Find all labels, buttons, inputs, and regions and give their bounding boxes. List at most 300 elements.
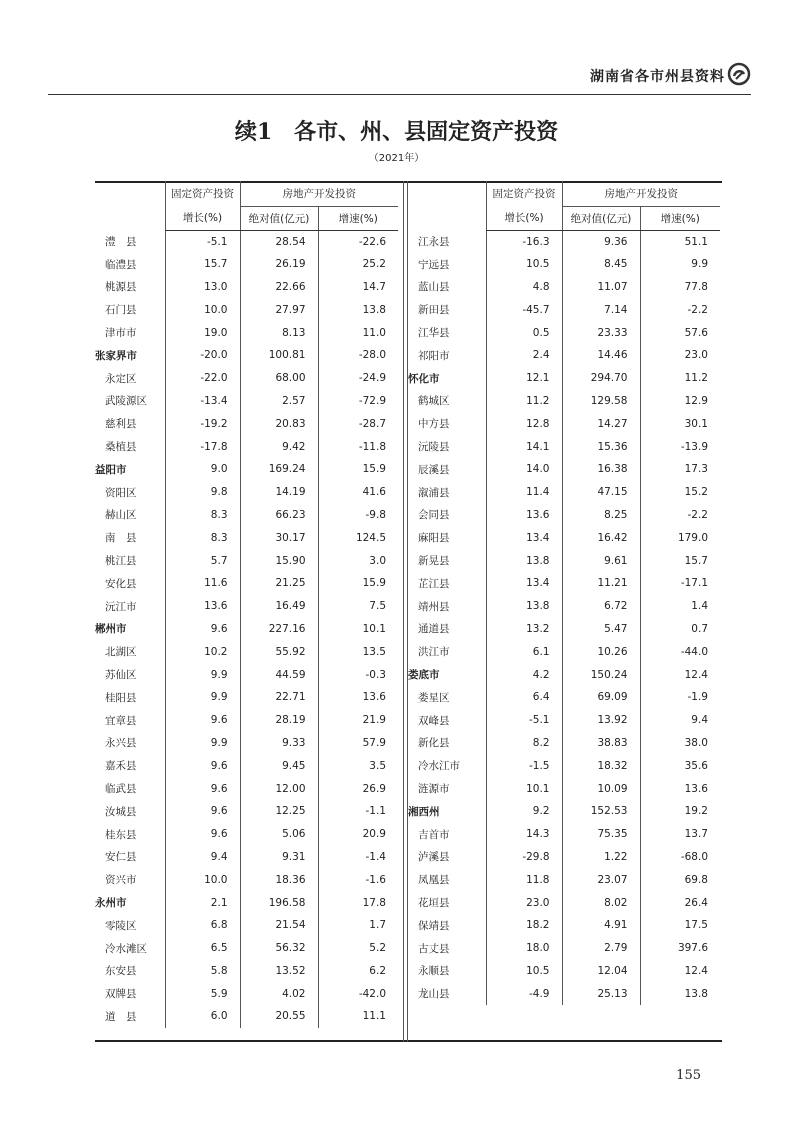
real-estate-speed: 5.2 — [318, 937, 398, 960]
table-row — [408, 709, 720, 732]
investment-growth: 11.6 — [165, 572, 240, 595]
investment-growth: 4.2 — [486, 663, 562, 686]
real-estate-speed: 13.8 — [640, 982, 720, 1005]
region-name: 溆浦县 — [418, 486, 450, 499]
investment-growth: 11.8 — [486, 868, 562, 891]
investment-growth: -16.3 — [486, 230, 562, 253]
real-estate-value: 13.52 — [240, 960, 318, 983]
investment-growth: 5.8 — [165, 960, 240, 983]
region-name: 桂东县 — [105, 828, 137, 841]
real-estate-value: 23.07 — [562, 868, 640, 891]
real-estate-speed: 124.5 — [318, 526, 398, 549]
table-row — [408, 412, 720, 435]
investment-growth: 9.2 — [486, 800, 562, 823]
table-row — [408, 868, 720, 891]
real-estate-value: 75.35 — [562, 823, 640, 846]
table-bottom-rule — [95, 1040, 722, 1042]
column-header-speed: 增速(%) — [640, 206, 720, 230]
investment-growth: 11.2 — [486, 390, 562, 413]
real-estate-speed: 17.3 — [640, 458, 720, 481]
region-name: 新晃县 — [418, 555, 450, 568]
investment-growth: 13.0 — [165, 276, 240, 299]
real-estate-speed: 26.4 — [640, 891, 720, 914]
region-name: 桑植县 — [105, 441, 137, 454]
real-estate-speed: -2.2 — [640, 298, 720, 321]
real-estate-speed: 11.0 — [318, 321, 398, 344]
region-name: 会同县 — [418, 509, 450, 522]
real-estate-value: 8.45 — [562, 253, 640, 276]
real-estate-value: 2.79 — [562, 937, 640, 960]
investment-growth: -19.2 — [165, 412, 240, 435]
region-name: 永顺县 — [418, 965, 450, 978]
real-estate-speed: 3.5 — [318, 754, 398, 777]
real-estate-speed: 23.0 — [640, 344, 720, 367]
investment-growth: 6.8 — [165, 914, 240, 937]
real-estate-speed: -13.9 — [640, 435, 720, 458]
investment-growth: 10.5 — [486, 960, 562, 983]
region-name: 临澧县 — [105, 258, 137, 271]
real-estate-value: 227.16 — [240, 618, 318, 641]
region-name: 武陵源区 — [105, 395, 147, 408]
real-estate-value: 14.27 — [562, 412, 640, 435]
region-name: 湘西州 — [408, 805, 440, 818]
real-estate-speed: 20.9 — [318, 823, 398, 846]
table-row — [408, 595, 720, 618]
real-estate-value: 38.83 — [562, 732, 640, 755]
real-estate-speed: 15.9 — [318, 458, 398, 481]
region-name: 永定区 — [105, 372, 137, 385]
real-estate-speed: 69.8 — [640, 868, 720, 891]
real-estate-speed: -28.7 — [318, 412, 398, 435]
investment-growth: 19.0 — [165, 321, 240, 344]
real-estate-value: 9.61 — [562, 549, 640, 572]
real-estate-speed: 6.2 — [318, 960, 398, 983]
investment-growth: 2.1 — [165, 891, 240, 914]
real-estate-speed: -2.2 — [640, 504, 720, 527]
table-row — [95, 526, 398, 549]
region-name: 北湖区 — [105, 646, 137, 659]
real-estate-value: 30.17 — [240, 526, 318, 549]
table-row — [408, 754, 720, 777]
table-body-left — [95, 230, 398, 1028]
real-estate-value: 9.45 — [240, 754, 318, 777]
table-row — [408, 298, 720, 321]
region-name: 石门县 — [105, 304, 137, 317]
region-name: 涟源市 — [418, 783, 450, 796]
real-estate-speed: -72.9 — [318, 390, 398, 413]
region-name: 宁远县 — [418, 258, 450, 271]
header-row-group — [95, 181, 398, 206]
real-estate-value: 4.91 — [562, 914, 640, 937]
investment-growth: 9.9 — [165, 732, 240, 755]
real-estate-value: 55.92 — [240, 640, 318, 663]
investment-growth: 5.9 — [165, 982, 240, 1005]
real-estate-value: 27.97 — [240, 298, 318, 321]
table-row — [95, 777, 398, 800]
table-row — [408, 686, 720, 709]
investment-growth: 9.0 — [165, 458, 240, 481]
table-row — [408, 823, 720, 846]
investment-growth: 9.6 — [165, 823, 240, 846]
investment-growth: 10.2 — [165, 640, 240, 663]
table-row — [408, 526, 720, 549]
table-row — [95, 298, 398, 321]
table-row — [95, 230, 398, 253]
real-estate-value: 1.22 — [562, 846, 640, 869]
investment-growth: 18.0 — [486, 937, 562, 960]
investment-growth: 9.9 — [165, 663, 240, 686]
investment-growth: 9.9 — [165, 686, 240, 709]
real-estate-value: 9.36 — [562, 230, 640, 253]
real-estate-value: 2.57 — [240, 390, 318, 413]
real-estate-speed: 41.6 — [318, 481, 398, 504]
real-estate-speed: 15.9 — [318, 572, 398, 595]
table-row — [408, 572, 720, 595]
table-row — [408, 663, 720, 686]
real-estate-speed: -68.0 — [640, 846, 720, 869]
header-row-group — [408, 181, 720, 206]
table-row — [95, 435, 398, 458]
real-estate-value: 21.54 — [240, 914, 318, 937]
table-row — [408, 846, 720, 869]
real-estate-speed: 13.5 — [318, 640, 398, 663]
real-estate-speed: 57.9 — [318, 732, 398, 755]
investment-growth: -13.4 — [165, 390, 240, 413]
table-row — [95, 253, 398, 276]
region-name: 通道县 — [418, 623, 450, 636]
column-header-speed: 增速(%) — [318, 206, 398, 230]
region-name: 冷水滩区 — [105, 942, 147, 955]
real-estate-speed: 13.8 — [318, 298, 398, 321]
investment-growth: 13.8 — [486, 595, 562, 618]
region-name: 双峰县 — [418, 714, 450, 727]
investment-growth: 14.1 — [486, 435, 562, 458]
region-name: 张家界市 — [95, 349, 137, 362]
region-name: 桂阳县 — [105, 691, 137, 704]
investment-growth: 9.8 — [165, 481, 240, 504]
region-name: 冷水江市 — [418, 760, 460, 773]
investment-growth: 13.6 — [486, 504, 562, 527]
region-name: 龙山县 — [418, 988, 450, 1001]
investment-growth: 13.4 — [486, 572, 562, 595]
region-name: 凤凰县 — [418, 874, 450, 887]
region-name: 郴州市 — [95, 623, 127, 636]
real-estate-speed: 15.7 — [640, 549, 720, 572]
table-right-half — [408, 181, 720, 1005]
real-estate-speed: -22.6 — [318, 230, 398, 253]
real-estate-speed: 10.1 — [318, 618, 398, 641]
region-name: 澧 县 — [105, 235, 137, 248]
region-name: 永兴县 — [105, 737, 137, 750]
investment-growth: 9.6 — [165, 800, 240, 823]
real-estate-value: 9.33 — [240, 732, 318, 755]
real-estate-speed: 57.6 — [640, 321, 720, 344]
region-name: 怀化市 — [408, 372, 440, 385]
investment-growth: 10.0 — [165, 298, 240, 321]
region-name: 娄星区 — [418, 691, 450, 704]
real-estate-value: 129.58 — [562, 390, 640, 413]
investment-growth: 15.7 — [165, 253, 240, 276]
table-row — [95, 800, 398, 823]
real-estate-speed: 17.8 — [318, 891, 398, 914]
investment-growth: 10.5 — [486, 253, 562, 276]
region-name: 桃江县 — [105, 555, 137, 568]
real-estate-value: 21.25 — [240, 572, 318, 595]
column-header-fixed-investment: 固定资产投资 — [486, 181, 562, 206]
column-header-real-estate: 房地产开发投资 — [240, 181, 398, 206]
investment-growth: -1.5 — [486, 754, 562, 777]
region-name: 嘉禾县 — [105, 760, 137, 773]
table-body-right — [408, 230, 720, 1005]
table-row — [408, 640, 720, 663]
table-row — [95, 846, 398, 869]
table-row — [95, 595, 398, 618]
table-row — [408, 960, 720, 983]
real-estate-speed: 179.0 — [640, 526, 720, 549]
table-row — [95, 937, 398, 960]
table-row — [95, 367, 398, 390]
region-name: 桃源县 — [105, 281, 137, 294]
real-estate-value: 8.25 — [562, 504, 640, 527]
real-estate-speed: 30.1 — [640, 412, 720, 435]
real-estate-speed: 13.7 — [640, 823, 720, 846]
real-estate-speed: -1.9 — [640, 686, 720, 709]
real-estate-value: 11.07 — [562, 276, 640, 299]
investment-growth: -29.8 — [486, 846, 562, 869]
real-estate-value: 12.00 — [240, 777, 318, 800]
real-estate-speed: 25.2 — [318, 253, 398, 276]
region-name: 安仁县 — [105, 851, 137, 864]
column-header-real-estate: 房地产开发投资 — [562, 181, 720, 206]
investment-growth: 8.3 — [165, 526, 240, 549]
table-row — [408, 504, 720, 527]
investment-growth: 11.4 — [486, 481, 562, 504]
region-name: 洪江市 — [418, 646, 450, 659]
real-estate-speed: 1.7 — [318, 914, 398, 937]
investment-growth: 12.8 — [486, 412, 562, 435]
investment-growth: 23.0 — [486, 891, 562, 914]
region-name: 花垣县 — [418, 897, 450, 909]
table-row — [95, 1005, 398, 1028]
investment-growth: 10.0 — [165, 868, 240, 891]
investment-growth: 8.3 — [165, 504, 240, 527]
real-estate-value: 294.70 — [562, 367, 640, 390]
page-title: 续1 各市、州、县固定资产投资 — [234, 119, 559, 145]
real-estate-speed: 17.5 — [640, 914, 720, 937]
investment-table-left — [95, 181, 398, 1028]
investment-growth: 6.4 — [486, 686, 562, 709]
table-row — [95, 504, 398, 527]
real-estate-speed: -44.0 — [640, 640, 720, 663]
real-estate-speed: 38.0 — [640, 732, 720, 755]
real-estate-speed: 26.9 — [318, 777, 398, 800]
investment-growth: -20.0 — [165, 344, 240, 367]
investment-growth: 13.2 — [486, 618, 562, 641]
region-name: 麻阳县 — [418, 532, 450, 545]
table-row — [95, 390, 398, 413]
investment-growth: -4.9 — [486, 982, 562, 1005]
table-row — [95, 686, 398, 709]
real-estate-speed: 12.4 — [640, 663, 720, 686]
table-row — [408, 435, 720, 458]
real-estate-speed: 3.0 — [318, 549, 398, 572]
real-estate-value: 15.90 — [240, 549, 318, 572]
real-estate-value: 9.42 — [240, 435, 318, 458]
real-estate-speed: 14.7 — [318, 276, 398, 299]
region-name: 娄底市 — [408, 669, 440, 682]
region-name: 古丈县 — [418, 942, 450, 955]
real-estate-speed: -24.9 — [318, 367, 398, 390]
real-estate-speed: 12.4 — [640, 960, 720, 983]
column-header-absolute: 绝对值(亿元) — [562, 206, 640, 230]
real-estate-speed: 77.8 — [640, 276, 720, 299]
real-estate-value: 7.14 — [562, 298, 640, 321]
real-estate-value: 169.24 — [240, 458, 318, 481]
investment-growth: -5.1 — [165, 230, 240, 253]
region-name: 慈利县 — [105, 418, 137, 431]
table-row — [408, 276, 720, 299]
investment-growth: -45.7 — [486, 298, 562, 321]
region-name: 益阳市 — [95, 463, 127, 476]
table-row — [95, 732, 398, 755]
table-row — [408, 914, 720, 937]
real-estate-value: 8.02 — [562, 891, 640, 914]
region-name: 中方县 — [418, 418, 450, 431]
real-estate-value: 13.92 — [562, 709, 640, 732]
region-name: 蓝山县 — [418, 281, 450, 294]
column-header-fixed-investment: 固定资产投资 — [165, 181, 240, 206]
real-estate-speed: 35.6 — [640, 754, 720, 777]
real-estate-speed: -28.0 — [318, 344, 398, 367]
publication-logo-icon — [727, 62, 751, 86]
header-rule — [48, 94, 751, 95]
real-estate-speed: 15.2 — [640, 481, 720, 504]
region-name: 江永县 — [418, 235, 450, 248]
table-row — [408, 230, 720, 253]
investment-growth: 10.1 — [486, 777, 562, 800]
real-estate-value: 28.19 — [240, 709, 318, 732]
real-estate-speed: 13.6 — [318, 686, 398, 709]
real-estate-speed: 12.9 — [640, 390, 720, 413]
table-row — [95, 640, 398, 663]
investment-table-right — [408, 181, 720, 1005]
real-estate-value: 9.31 — [240, 846, 318, 869]
real-estate-speed: 1.4 — [640, 595, 720, 618]
investment-growth: 2.4 — [486, 344, 562, 367]
table-row — [95, 344, 398, 367]
table-row — [408, 321, 720, 344]
region-name: 资阳区 — [105, 486, 137, 499]
real-estate-speed: 13.6 — [640, 777, 720, 800]
real-estate-value: 12.25 — [240, 800, 318, 823]
table-row — [408, 891, 720, 914]
region-name: 临武县 — [105, 783, 137, 796]
table-row — [408, 367, 720, 390]
real-estate-speed: -0.3 — [318, 663, 398, 686]
investment-growth: 4.8 — [486, 276, 562, 299]
table-row — [95, 276, 398, 299]
table-row — [95, 891, 398, 914]
region-name: 新田县 — [418, 304, 450, 317]
region-name: 赫山区 — [105, 509, 137, 522]
real-estate-value: 47.15 — [562, 481, 640, 504]
real-estate-value: 16.42 — [562, 526, 640, 549]
real-estate-speed: -42.0 — [318, 982, 398, 1005]
region-name: 汝城县 — [105, 805, 137, 818]
region-name: 沅陵县 — [418, 441, 450, 454]
table-row — [95, 572, 398, 595]
table-row — [95, 618, 398, 641]
table-row — [408, 481, 720, 504]
real-estate-value: 18.36 — [240, 868, 318, 891]
investment-growth: 8.2 — [486, 732, 562, 755]
table-row — [95, 960, 398, 983]
investment-growth: 12.1 — [486, 367, 562, 390]
region-name: 靖州县 — [418, 600, 450, 613]
region-name: 永州市 — [95, 897, 127, 909]
real-estate-speed: 7.5 — [318, 595, 398, 618]
real-estate-speed: 397.6 — [640, 937, 720, 960]
real-estate-value: 44.59 — [240, 663, 318, 686]
region-name: 津市市 — [105, 327, 137, 340]
real-estate-speed: 19.2 — [640, 800, 720, 823]
real-estate-speed: 0.7 — [640, 618, 720, 641]
investment-growth: 13.6 — [165, 595, 240, 618]
region-name: 道 县 — [105, 1010, 137, 1023]
region-name: 鹤城区 — [418, 395, 450, 408]
table-row — [95, 914, 398, 937]
real-estate-value: 16.49 — [240, 595, 318, 618]
real-estate-speed: 21.9 — [318, 709, 398, 732]
investment-growth: 9.6 — [165, 618, 240, 641]
real-estate-value: 152.53 — [562, 800, 640, 823]
real-estate-value: 10.09 — [562, 777, 640, 800]
real-estate-value: 100.81 — [240, 344, 318, 367]
investment-growth: 9.6 — [165, 709, 240, 732]
table-row — [95, 754, 398, 777]
real-estate-speed: -17.1 — [640, 572, 720, 595]
table-row — [408, 937, 720, 960]
real-estate-value: 16.38 — [562, 458, 640, 481]
real-estate-value: 28.54 — [240, 230, 318, 253]
region-name: 芷江县 — [418, 577, 450, 590]
real-estate-value: 11.21 — [562, 572, 640, 595]
region-name: 南 县 — [105, 532, 137, 545]
investment-growth: 6.5 — [165, 937, 240, 960]
table-row — [95, 321, 398, 344]
column-header-growth: 增长(%) — [165, 206, 240, 230]
real-estate-value: 6.72 — [562, 595, 640, 618]
real-estate-value: 4.02 — [240, 982, 318, 1005]
region-name: 江华县 — [418, 327, 450, 340]
real-estate-value: 66.23 — [240, 504, 318, 527]
table-row — [408, 982, 720, 1005]
column-header-growth: 增长(%) — [486, 206, 562, 230]
investment-growth: -5.1 — [486, 709, 562, 732]
region-name: 双牌县 — [105, 988, 137, 1001]
table-row — [408, 618, 720, 641]
table-row — [408, 344, 720, 367]
investment-growth: 9.6 — [165, 754, 240, 777]
real-estate-value: 20.55 — [240, 1005, 318, 1028]
region-name: 资兴市 — [105, 874, 137, 887]
region-name: 宜章县 — [105, 714, 137, 727]
table-row — [95, 549, 398, 572]
investment-growth: 13.4 — [486, 526, 562, 549]
region-name: 新化县 — [418, 737, 450, 750]
region-name: 辰溪县 — [418, 463, 450, 476]
table-row — [95, 709, 398, 732]
